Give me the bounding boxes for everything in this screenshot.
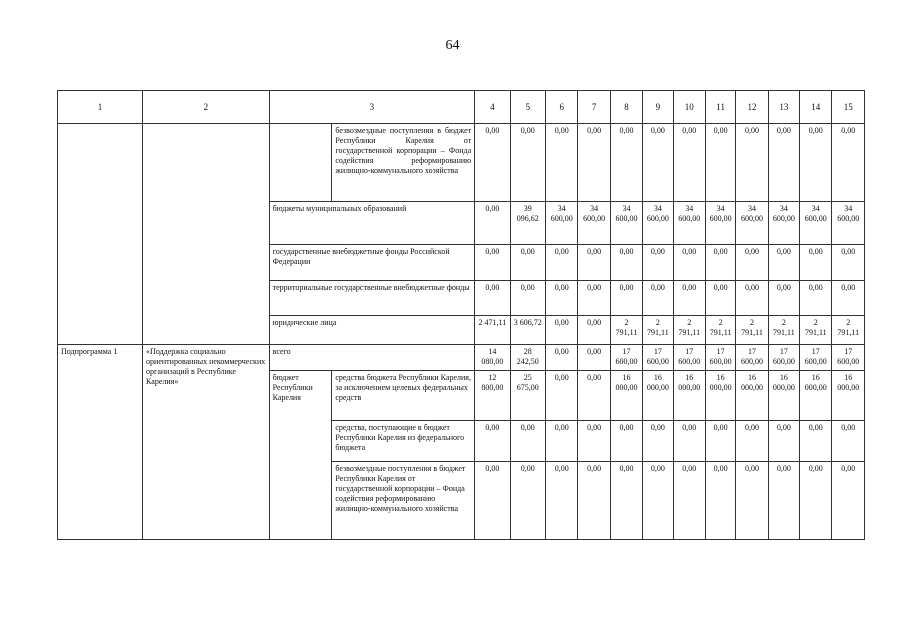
- value-cell: 0,00: [800, 281, 832, 316]
- header-cell: 10: [673, 91, 705, 124]
- source-label: безвозмездные поступления в бюджет Республики Карелия от государственной корпорации – Фонда содействия реформированию жилищно-коммунального хозяйства: [332, 462, 475, 540]
- header-cell: 12: [736, 91, 768, 124]
- value-cell: 0,00: [832, 421, 865, 462]
- value-cell: 34 600,00: [546, 202, 578, 245]
- value-cell: 0,00: [643, 421, 673, 462]
- value-cell: 0,00: [546, 421, 578, 462]
- value-cell: 3 606,72: [510, 316, 545, 345]
- header-cell: 1: [58, 91, 143, 124]
- value-cell: 0,00: [800, 462, 832, 540]
- value-cell: 16 000,00: [643, 371, 673, 421]
- value-cell: 0,00: [578, 371, 610, 421]
- value-cell: 0,00: [736, 421, 768, 462]
- header-cell: 4: [475, 91, 510, 124]
- value-cell: 0,00: [546, 345, 578, 371]
- value-cell: 0,00: [832, 462, 865, 540]
- value-cell: 14 080,00: [475, 345, 510, 371]
- header-cell: 9: [643, 91, 673, 124]
- value-cell: 0,00: [736, 124, 768, 202]
- value-cell: 17 600,00: [832, 345, 865, 371]
- value-cell: 0,00: [800, 245, 832, 281]
- value-cell: 0,00: [546, 371, 578, 421]
- source-label: бюджеты муниципальных образований: [269, 202, 475, 245]
- value-cell: 0,00: [705, 421, 735, 462]
- value-cell: 34 600,00: [832, 202, 865, 245]
- header-cell: 6: [546, 91, 578, 124]
- value-cell: 0,00: [578, 245, 610, 281]
- header-cell: 5: [510, 91, 545, 124]
- value-cell: 2 791,11: [643, 316, 673, 345]
- value-cell: 0,00: [800, 421, 832, 462]
- value-cell: 0,00: [475, 202, 510, 245]
- value-cell: 0,00: [546, 281, 578, 316]
- value-cell: 0,00: [832, 281, 865, 316]
- header-cell: 3: [269, 91, 475, 124]
- header-cell: 8: [610, 91, 642, 124]
- page-number: 64: [445, 38, 460, 53]
- value-cell: 34 600,00: [800, 202, 832, 245]
- value-cell: 0,00: [510, 462, 545, 540]
- subprogram-name: «Поддержка социально ориентированных некоммерческих организаций в Республике Карелия»: [143, 345, 270, 540]
- value-cell: 12 800,00: [475, 371, 510, 421]
- value-cell: 17 600,00: [736, 345, 768, 371]
- value-cell: 0,00: [578, 421, 610, 462]
- value-cell: 0,00: [705, 281, 735, 316]
- value-cell: 0,00: [475, 281, 510, 316]
- value-cell: 0,00: [768, 462, 799, 540]
- value-cell: 0,00: [705, 462, 735, 540]
- value-cell: 0,00: [768, 245, 799, 281]
- value-cell: 0,00: [673, 124, 705, 202]
- value-cell: 0,00: [546, 462, 578, 540]
- value-cell: 0,00: [832, 245, 865, 281]
- value-cell: 2 791,11: [610, 316, 642, 345]
- value-cell: 0,00: [546, 124, 578, 202]
- source-label: безвозмездные поступления в бюджет Республики Карелия от государственной корпорации – Фонда содействия реформированию жилищно-коммунального хозяйства: [332, 124, 475, 202]
- source-label: территориальные государственные внебюджетные фонды: [269, 281, 475, 316]
- header-cell: 13: [768, 91, 799, 124]
- value-cell: 0,00: [475, 462, 510, 540]
- value-cell: 39 096,62: [510, 202, 545, 245]
- value-cell: 0,00: [510, 281, 545, 316]
- header-cell: 14: [800, 91, 832, 124]
- value-cell: 0,00: [475, 124, 510, 202]
- value-cell: 0,00: [610, 462, 642, 540]
- value-cell: 0,00: [610, 124, 642, 202]
- value-cell: 0,00: [475, 421, 510, 462]
- value-cell: 0,00: [578, 124, 610, 202]
- source-label: государственные внебюджетные фонды Российской Федерации: [269, 245, 475, 281]
- value-cell: 17 600,00: [610, 345, 642, 371]
- value-cell: 0,00: [610, 281, 642, 316]
- value-cell: 16 000,00: [800, 371, 832, 421]
- value-cell: 16 000,00: [673, 371, 705, 421]
- value-cell: 0,00: [736, 281, 768, 316]
- value-cell: 2 791,11: [673, 316, 705, 345]
- header-cell: 15: [832, 91, 865, 124]
- value-cell: 0,00: [610, 421, 642, 462]
- value-cell: 0,00: [705, 124, 735, 202]
- value-cell: 0,00: [510, 421, 545, 462]
- value-cell: 0,00: [832, 124, 865, 202]
- value-cell: 0,00: [510, 124, 545, 202]
- program-cell-empty: [58, 124, 143, 345]
- value-cell: 0,00: [800, 124, 832, 202]
- value-cell: 0,00: [768, 421, 799, 462]
- budget-table: [57, 90, 865, 540]
- source-label: всего: [269, 345, 475, 371]
- value-cell: 2 791,11: [800, 316, 832, 345]
- value-cell: 0,00: [578, 316, 610, 345]
- value-cell: 34 600,00: [578, 202, 610, 245]
- value-cell: 0,00: [736, 462, 768, 540]
- value-cell: 0,00: [643, 245, 673, 281]
- value-cell: 0,00: [643, 281, 673, 316]
- value-cell: 34 600,00: [768, 202, 799, 245]
- value-cell: 0,00: [610, 245, 642, 281]
- value-cell: 25 675,00: [510, 371, 545, 421]
- value-cell: 2 791,11: [832, 316, 865, 345]
- value-cell: 2 791,11: [736, 316, 768, 345]
- table-row: [58, 124, 865, 202]
- value-cell: 34 600,00: [643, 202, 673, 245]
- value-cell: 17 600,00: [768, 345, 799, 371]
- program-name-cell-empty: [143, 124, 270, 345]
- value-cell: 0,00: [673, 281, 705, 316]
- value-cell: 0,00: [768, 281, 799, 316]
- table-row: [58, 345, 865, 371]
- value-cell: 0,00: [673, 421, 705, 462]
- value-cell: 0,00: [578, 281, 610, 316]
- value-cell: 2 791,11: [768, 316, 799, 345]
- value-cell: 28 242,50: [510, 345, 545, 371]
- group-label: бюджет Республики Карелия: [269, 371, 332, 540]
- value-cell: 16 000,00: [736, 371, 768, 421]
- value-cell: 0,00: [673, 245, 705, 281]
- source-label: средства бюджета Республики Карелия, за исключением целевых федеральных средств: [332, 371, 475, 421]
- value-cell: 0,00: [510, 245, 545, 281]
- value-cell: 17 600,00: [643, 345, 673, 371]
- value-cell: 0,00: [546, 245, 578, 281]
- value-cell: 34 600,00: [705, 202, 735, 245]
- value-cell: 0,00: [578, 345, 610, 371]
- value-cell: 34 600,00: [610, 202, 642, 245]
- value-cell: 2 471,11: [475, 316, 510, 345]
- value-cell: 17 600,00: [673, 345, 705, 371]
- value-cell: 0,00: [546, 316, 578, 345]
- value-cell: 16 000,00: [610, 371, 642, 421]
- header-cell: 7: [578, 91, 610, 124]
- value-cell: 0,00: [768, 124, 799, 202]
- value-cell: 16 000,00: [705, 371, 735, 421]
- subprogram-code: Подпрограмма 1: [58, 345, 143, 540]
- header-cell: 11: [705, 91, 735, 124]
- value-cell: 16 000,00: [832, 371, 865, 421]
- header-cell: 2: [143, 91, 270, 124]
- header-row: [58, 91, 865, 124]
- value-cell: 34 600,00: [736, 202, 768, 245]
- value-cell: 0,00: [643, 462, 673, 540]
- value-cell: 2 791,11: [705, 316, 735, 345]
- value-cell: 0,00: [673, 462, 705, 540]
- value-cell: 17 600,00: [705, 345, 735, 371]
- value-cell: 34 600,00: [673, 202, 705, 245]
- value-cell: 0,00: [705, 245, 735, 281]
- value-cell: 17 600,00: [800, 345, 832, 371]
- value-cell: 0,00: [643, 124, 673, 202]
- value-cell: 0,00: [736, 245, 768, 281]
- source-label: средства, поступающие в бюджет Республики Карелия из федерального бюджета: [332, 421, 475, 462]
- value-cell: 16 000,00: [768, 371, 799, 421]
- value-cell: 0,00: [578, 462, 610, 540]
- source-label: юридические лица: [269, 316, 475, 345]
- group-cell-empty: [269, 124, 332, 202]
- value-cell: 0,00: [475, 245, 510, 281]
